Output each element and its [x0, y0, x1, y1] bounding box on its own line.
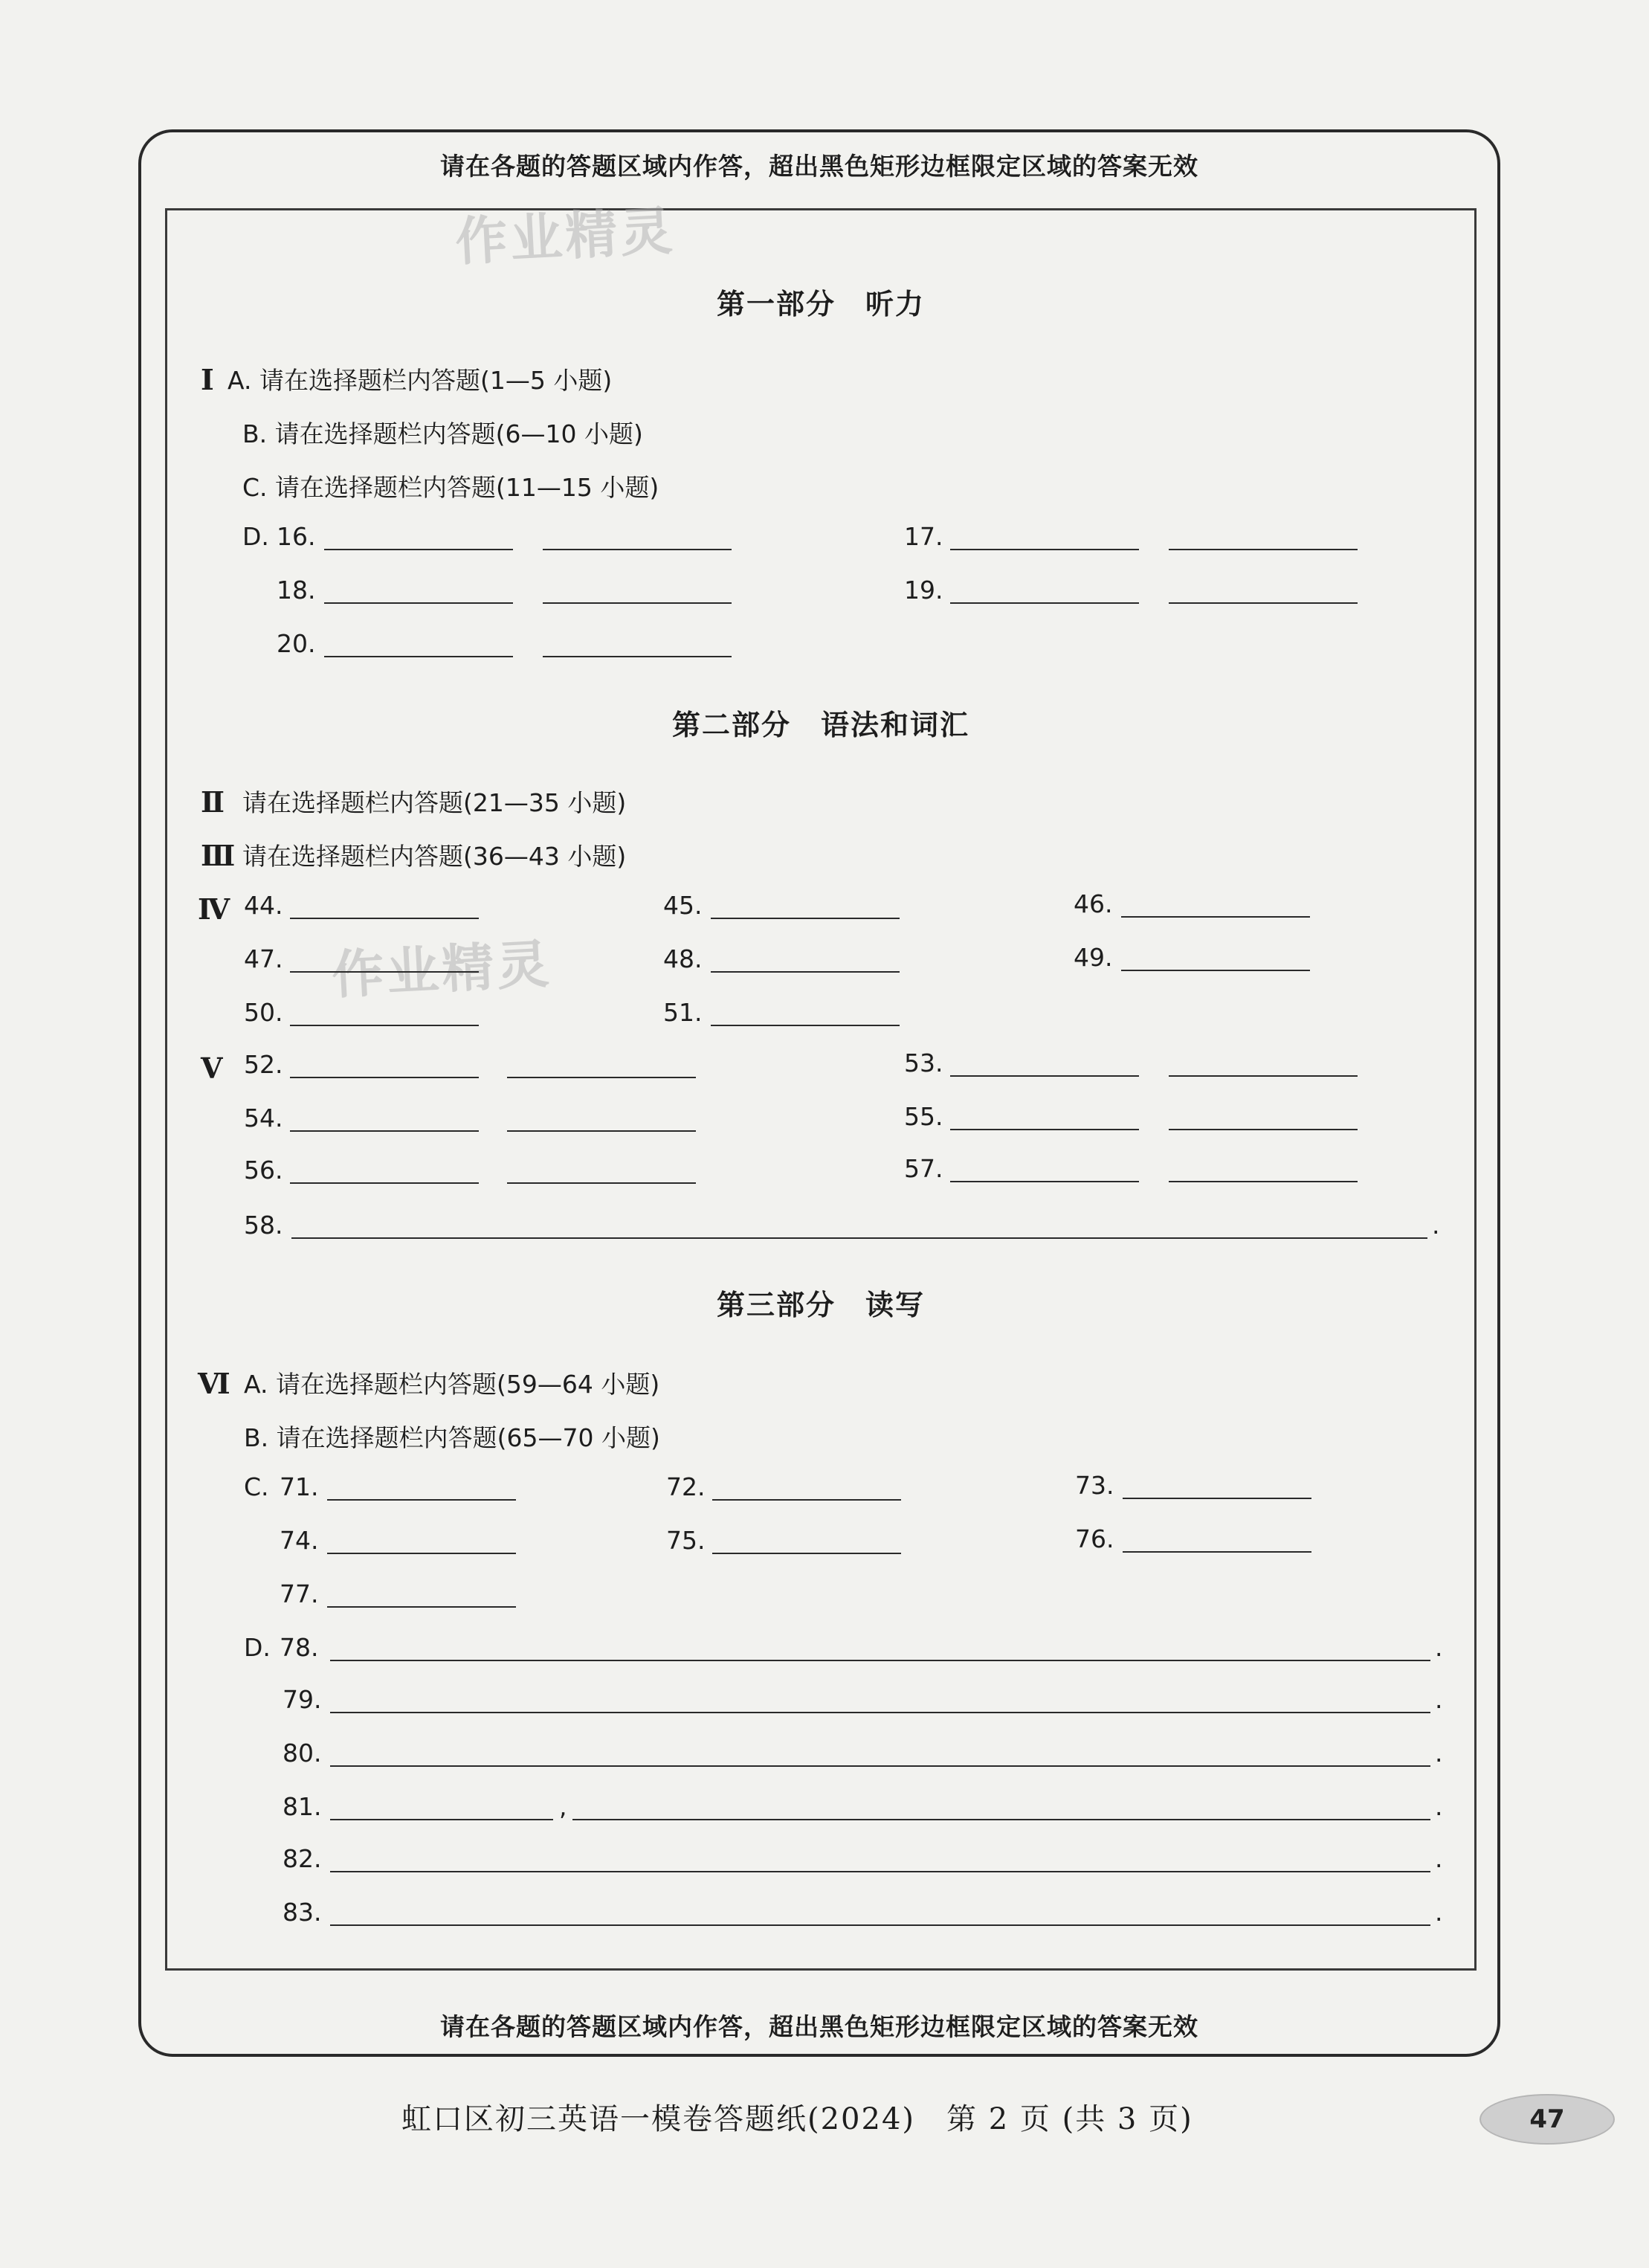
comma: ,	[559, 1792, 567, 1821]
answer-blank[interactable]	[711, 1025, 900, 1026]
answer-blank[interactable]	[711, 971, 900, 973]
q-label: 72.	[666, 1472, 706, 1501]
q-label: 79.	[283, 1685, 322, 1714]
q-label: 73.	[1075, 1471, 1114, 1500]
top-banner: 请在各题的答题区域内作答，超出黑色矩形边框限定区域的答案无效	[440, 152, 1198, 181]
answer-blank[interactable]	[507, 1077, 696, 1078]
q-label: 17.	[904, 522, 943, 551]
q-label: 46.	[1074, 889, 1113, 918]
part3-line-b: B. 请在选择题栏内答题(65—70 小题)	[244, 1423, 660, 1452]
period: .	[1435, 1633, 1443, 1662]
answer-blank-long[interactable]	[330, 1871, 1430, 1872]
q-label: 18.	[277, 576, 316, 605]
q-label: 82.	[283, 1844, 322, 1873]
roman-6: Ⅵ	[198, 1367, 230, 1400]
answer-blank[interactable]	[330, 1819, 553, 1820]
q-label: 16.	[277, 522, 316, 551]
part1-line-b: B. 请在选择题栏内答题(6—10 小题)	[242, 419, 643, 448]
answer-blank[interactable]	[1169, 1181, 1358, 1182]
q-label: 80.	[283, 1739, 322, 1768]
roman-5: Ⅴ	[201, 1051, 223, 1085]
answer-blank[interactable]	[290, 1130, 479, 1132]
watermark: 作业精灵	[330, 933, 554, 1006]
answer-blank[interactable]	[290, 1025, 479, 1026]
answer-blank[interactable]	[290, 1182, 479, 1184]
answer-blank[interactable]	[1169, 602, 1358, 604]
roman-3: Ⅲ	[201, 839, 236, 872]
answer-blank[interactable]	[543, 549, 732, 550]
answer-blank-long[interactable]	[330, 1765, 1430, 1767]
q-label: 81.	[283, 1792, 322, 1821]
part2-title: 第二部分 语法和词汇	[671, 709, 969, 741]
answer-blank[interactable]	[290, 971, 479, 973]
roman-1: Ⅰ	[201, 363, 214, 396]
answer-blank[interactable]	[327, 1553, 516, 1554]
roman-2: Ⅱ	[201, 785, 225, 819]
part1-d-prefix: D.	[242, 522, 269, 551]
q-label: 76.	[1075, 1524, 1114, 1553]
answer-blank[interactable]	[324, 602, 513, 604]
part1-line-c: C. 请在选择题栏内答题(11—15 小题)	[242, 473, 659, 502]
answer-blank[interactable]	[950, 549, 1139, 550]
q-label: 45.	[663, 891, 703, 920]
answer-blank[interactable]	[290, 918, 479, 919]
q-label: 51.	[663, 998, 703, 1027]
period: .	[1435, 1844, 1443, 1873]
watermark: 作业精灵	[454, 200, 677, 273]
answer-blank[interactable]	[950, 602, 1139, 604]
answer-blank-long[interactable]	[572, 1819, 1430, 1820]
answer-blank[interactable]	[1169, 1129, 1358, 1130]
answer-blank-long[interactable]	[330, 1924, 1430, 1926]
period: .	[1435, 1792, 1443, 1821]
page-number-badge	[1479, 2094, 1615, 2145]
answer-blank[interactable]	[1123, 1498, 1311, 1499]
q-label: 54.	[244, 1104, 283, 1133]
q-label: 75.	[666, 1526, 706, 1555]
q-label: 52.	[244, 1050, 283, 1079]
page-number: 47	[1529, 2104, 1565, 2134]
q-label: 71.	[280, 1472, 319, 1501]
part1-title: 第一部分 听力	[716, 288, 925, 320]
answer-blank[interactable]	[712, 1499, 901, 1501]
q-label: 56.	[244, 1156, 283, 1185]
q-label: 55.	[904, 1102, 943, 1131]
q-label: 50.	[244, 998, 283, 1027]
part3-c-prefix: C.	[244, 1472, 269, 1501]
part3-d-prefix: D.	[244, 1633, 271, 1662]
q-label: 48.	[663, 944, 703, 973]
answer-blank[interactable]	[950, 1075, 1139, 1077]
roman-4: Ⅳ	[198, 892, 230, 926]
part2-r2-text: 请在选择题栏内答题(21—35 小题)	[242, 788, 627, 817]
answer-blank[interactable]	[1121, 970, 1310, 971]
answer-blank-long[interactable]	[330, 1712, 1430, 1713]
answer-blank[interactable]	[950, 1129, 1139, 1130]
answer-blank-long[interactable]	[291, 1237, 1427, 1239]
q-label: 77.	[280, 1579, 319, 1608]
q-label: 53.	[904, 1048, 943, 1077]
answer-blank[interactable]	[327, 1606, 516, 1608]
q-label: 83.	[283, 1898, 322, 1927]
period: .	[1435, 1739, 1443, 1768]
q-label: 74.	[280, 1526, 319, 1555]
answer-blank[interactable]	[1169, 549, 1358, 550]
answer-blank[interactable]	[324, 549, 513, 550]
q-label: 78.	[280, 1633, 319, 1662]
period: .	[1435, 1898, 1443, 1927]
answer-blank[interactable]	[290, 1077, 479, 1078]
part3-line-a: A. 请在选择题栏内答题(59—64 小题)	[244, 1370, 660, 1399]
page-footer: 虹口区初三英语一模卷答题纸(2024) 第 2 页 (共 3 页)	[401, 2102, 1193, 2136]
answer-blank[interactable]	[1169, 1075, 1358, 1077]
answer-blank[interactable]	[324, 656, 513, 657]
answer-blank-long[interactable]	[330, 1660, 1430, 1661]
q-label: 44.	[244, 891, 283, 920]
period: .	[1435, 1685, 1443, 1714]
answer-blank[interactable]	[712, 1553, 901, 1554]
answer-blank[interactable]	[711, 918, 900, 919]
period: .	[1432, 1211, 1440, 1240]
part1-line-a: A. 请在选择题栏内答题(1—5 小题)	[227, 366, 613, 395]
q-label: 19.	[904, 576, 943, 605]
q-label: 49.	[1074, 943, 1113, 972]
answer-blank[interactable]	[1121, 916, 1310, 918]
q-label: 57.	[904, 1154, 943, 1183]
answer-blank[interactable]	[507, 1130, 696, 1132]
bottom-banner: 请在各题的答题区域内作答，超出黑色矩形边框限定区域的答案无效	[440, 2012, 1198, 2041]
q-label: 47.	[244, 944, 283, 973]
part3-title: 第三部分 读写	[716, 1289, 925, 1321]
part2-r3-text: 请在选择题栏内答题(36—43 小题)	[242, 842, 627, 871]
answer-blank[interactable]	[1123, 1551, 1311, 1553]
answer-blank[interactable]	[950, 1181, 1139, 1182]
answer-blank[interactable]	[507, 1182, 696, 1184]
answer-blank[interactable]	[327, 1499, 516, 1501]
q-label: 58.	[244, 1211, 283, 1240]
answer-blank[interactable]	[543, 602, 732, 604]
q-label: 20.	[277, 629, 316, 658]
answer-blank[interactable]	[543, 656, 732, 657]
